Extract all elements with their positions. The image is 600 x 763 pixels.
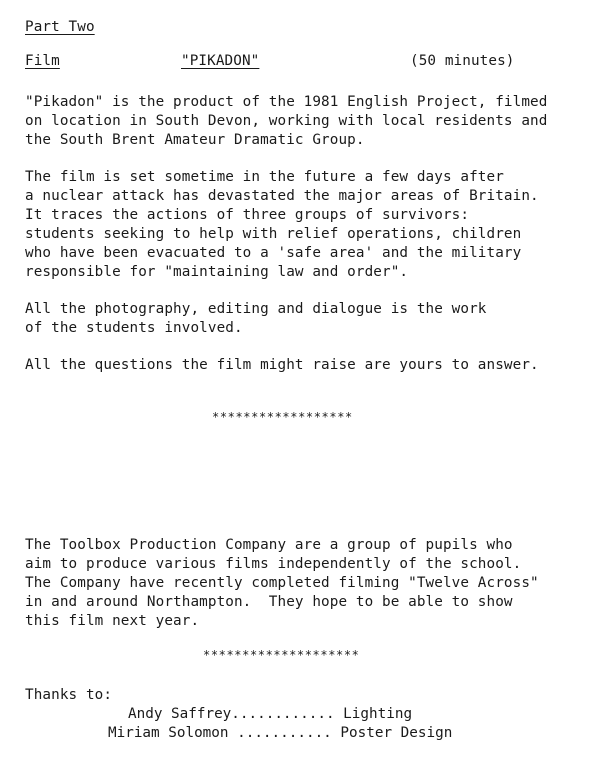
paragraph3-line2: of the students involved. <box>25 320 243 336</box>
film-label: Film <box>25 53 60 69</box>
paragraph2-line5: who have been evacuated to a 'safe area' and the military <box>25 245 522 261</box>
paragraph5-line3: The Company have recently completed filming "Twelve Across" <box>25 575 539 591</box>
paragraph2-line2: a nuclear attack has devastated the major areas of Britain. <box>25 188 539 204</box>
paragraph5-line2: aim to produce various films independently of the school. <box>25 556 522 572</box>
paragraph1-line1: "Pikadon" is the product of the 1981 English Project, filmed <box>25 94 548 110</box>
paragraph1-line3: the South Brent Amateur Dramatic Group. <box>25 132 365 148</box>
paragraph3-line1: All the photography, editing and dialogue is the work <box>25 301 487 317</box>
paragraph2-line4: students seeking to help with relief operations, children <box>25 226 522 242</box>
paragraph5-line4: in and around Northampton. They hope to be able to show <box>25 594 513 610</box>
paragraph2-line3: It traces the actions of three groups of survivors: <box>25 207 470 223</box>
asterisk-divider: ******************** <box>203 648 360 662</box>
paragraph2-line1: The film is set sometime in the future a few days after <box>25 169 504 185</box>
part-heading: Part Two <box>25 19 95 35</box>
paragraph5-line5: this film next year. <box>25 613 200 629</box>
paragraph1-line2: on location in South Devon, working with local residents and <box>25 113 548 129</box>
paragraph2-line6: responsible for "maintaining law and order". <box>25 264 409 280</box>
paragraph4-line1: All the questions the film might raise are yours to answer. <box>25 357 539 373</box>
credit-line-poster-design: Miriam Solomon ........... Poster Design <box>108 725 453 741</box>
film-title: "PIKADON" <box>181 53 260 69</box>
credit-line-lighting: Andy Saffrey............ Lighting <box>128 706 413 722</box>
asterisk-divider: ****************** <box>212 410 353 424</box>
paragraph5-line1: The Toolbox Production Company are a group of pupils who <box>25 537 513 553</box>
film-duration: (50 minutes) <box>410 53 515 69</box>
thanks-heading: Thanks to: <box>25 687 113 703</box>
